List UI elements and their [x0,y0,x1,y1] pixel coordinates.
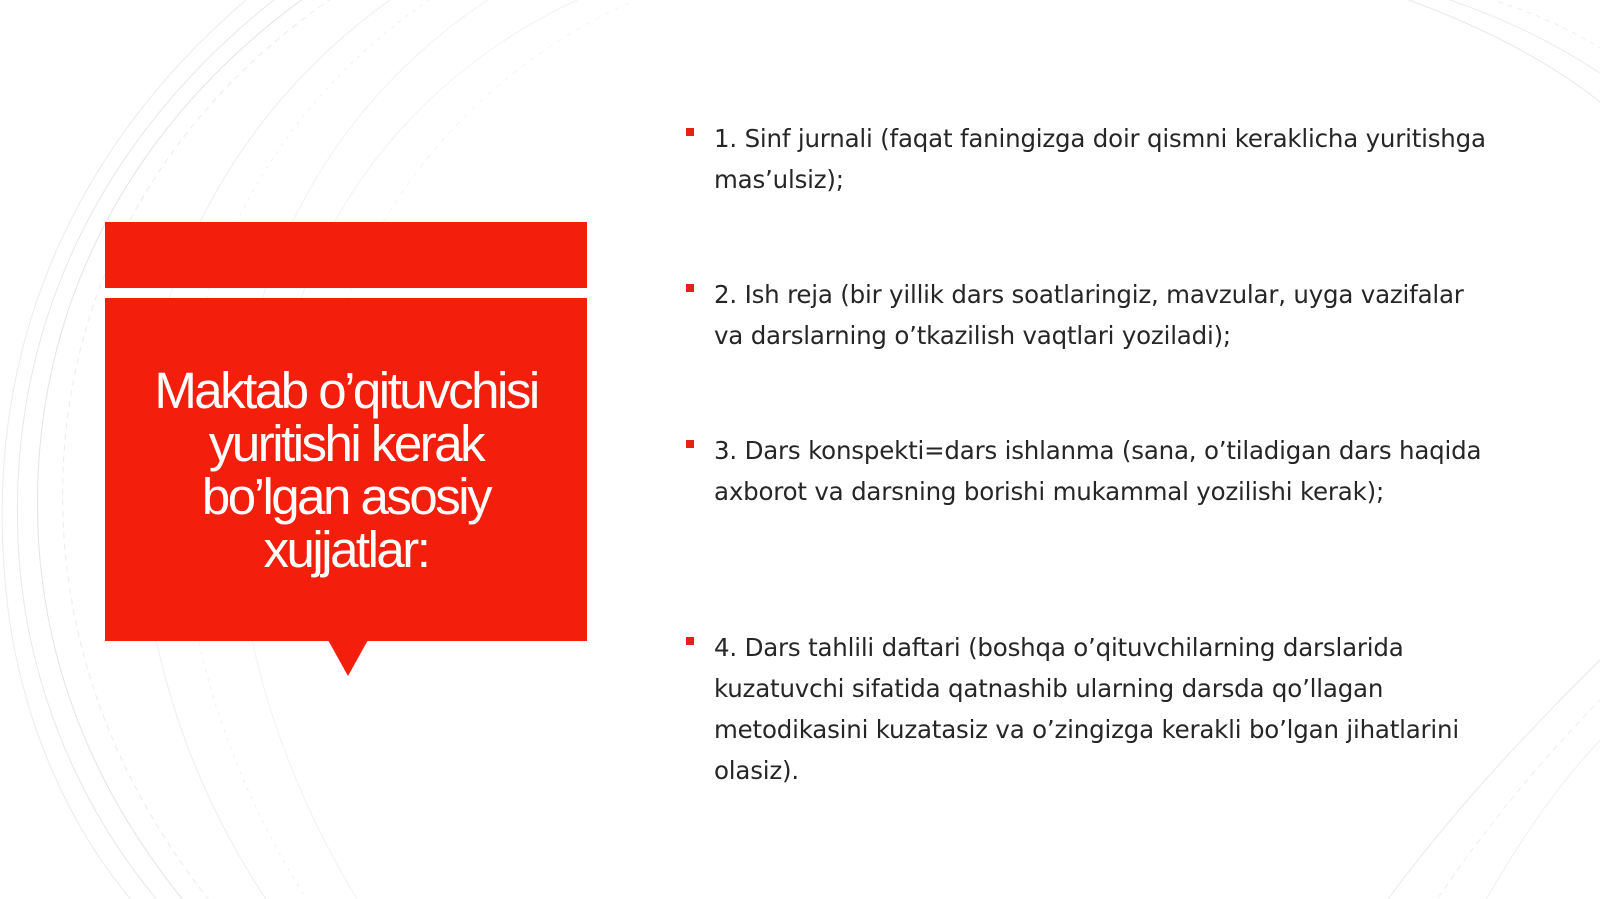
bullet-item [686,430,1486,512]
callout-pointer [328,640,368,676]
bullet-text: 3. Dars konspekti=dars ishlanma (sana, o’tiladigan dars haqida axborot va darsning borishi mukammal yozilishi kerak); [714,436,1482,506]
title-callout-box [105,298,587,641]
bullet-item [686,627,1486,791]
bullet-item [686,274,1486,356]
square-bullet-icon [686,274,714,314]
square-bullet-icon [686,430,714,470]
square-bullet-icon [686,118,714,158]
square-bullet-icon [686,627,714,667]
bullet-text: 4. Dars tahlili daftari (boshqa o’qituvchilarning darslarida kuzatuvchi sifatida qatnashib ularning darsda qo’llagan metodikasini kuzatasiz va o’zingizga kerakli bo’lgan jihatlarini olasiz). [714,633,1459,785]
slide-title: Maktab o’qituvchisi yuritishi kerak bo’lgan asosiy xujjatlar: [154,361,538,578]
title-accent-bar [105,222,587,288]
bullet-text: 1. Sinf jurnali (faqat faningizga doir qismni keraklicha yuritishga mas’ulsiz); [714,124,1486,194]
bullet-item [686,118,1486,200]
bullet-text: 2. Ish reja (bir yillik dars soatlaringiz, mavzular, uyga vazifalar va darslarning o’tkazilish vaqtlari yoziladi); [714,280,1464,350]
